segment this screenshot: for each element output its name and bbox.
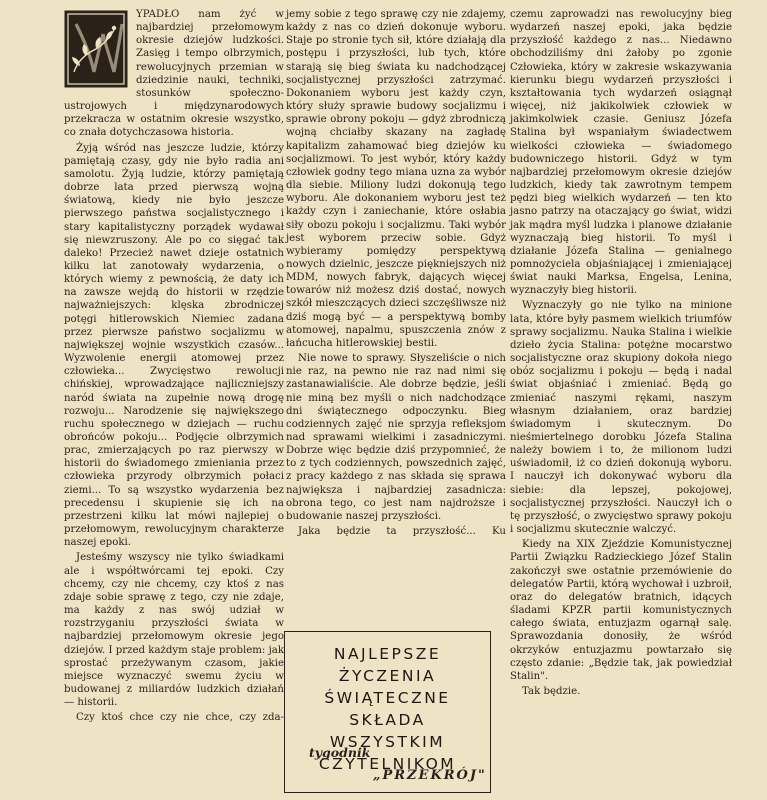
greeting-line: CZYTELNIKOM [318,755,457,773]
greeting-line: ŚWIĄTECZNE SKŁADA [324,689,451,729]
magazine-name: „PRZEKRÓJ" [373,768,487,783]
article-column-3 [510,8,732,698]
greeting-line: WSZYSTKIM [329,733,446,751]
article-closing-line: Tak będzie. [522,685,581,697]
article-paragraph: czemu zaprowadzi nas rewolucyjny bieg wydarzeń naszej epoki, jaka będzie przyszłość każdego z nas... Niedawno obchodziliśmy dni żałoby po zgonie Człowieka, który w zakresie wskazywania kierunku biegu wydarzeń przyszłości i kształtowania tych wydarzeń osiągnął więcej, niż jakikolwiek człowiek w jakimkolwiek czasie. Geniusz Józefa Stalina był wspaniałym świadectwem wielkości człowieka — świadomego budowniczego historii. Gdyż w tym najbardziej przełomowym okresie dziejów ludzkich, kiedy tak zawrotnym tempem pędzi bieg wielkich wydarzeń — ten kto jasno patrzy na otaczający go świat, widzi jak mądra myśl ludzka i planowe działanie wyznaczają bieg historii. To myśl i działanie Józefa Stalina — genialnego pomnożyciela objaśniającej i zmieniającej świat nauki Marksa, Engelsa, Lenina, wyznaczyły bieg historii. [510,9,732,297]
ornamental-initial-w-icon [64,10,128,88]
article-paragraph: Jesteśmy wszyscy nie tylko świadkami ale i współtwórcami tej epoki. Czy chcemy, czy nie chcemy, czy ktoś z nas zdaje sobie sprawę z tego, czy nie zdaje, ma każdy z nas swój udział w rozstrzyganiu przyszłości świata w najbardziej przełomowym okresie jego dziejów. I przed każdym staje problem: jak sprostać przeżywanym czasom, jakie miejsce wyznaczyć swemu życiu w budowanej z miliardów ludzkich działań — historii. [64,552,284,709]
publisher-label: tygodnik [309,745,371,760]
greeting-line: NAJLEPSZE ŻYCZENIA [333,645,442,685]
article-paragraph: jemy sobie z tego sprawę czy nie zdajemy, każdy z nas co dzień dokonuje wyboru. Staje po stronie tych sił, które działają dla postępu i przyszłości, lub tych, które starają się bieg świata ku nadchodzącej socjalistycznej przyszłości zatrzymać. Dokonaniem wyboru jest każdy czyn, który służy sprawie budowy socjalizmu i sprawie obrony pokoju — gdyż zbrodniczą wojną chciałby skazany na zagładę kapitalizm zahamować bieg dziejów ku socjalizmowi. To jest wybór, który każdy człowiek godny tego miana uzna za wybór dla siebie. Miliony ludzi dokonują tego wyboru. Ale dokonaniem wyboru jest też każdy czyn i zaniechanie, które osłabia siły obozu pokoju i socjalizmu. Taki wybór jest wyborem przeciw sobie. Gdyż wybieramy pomiędzy perspektywą nowych dzielnic, jeszcze piękniejszych niż MDM, nowych fabryk, dających więcej towarów niż możesz dziś dostać, nowych szkół mieszczących dzieci szczęśliwsze niż dziś mogą być — a perspektywą bomby atomowej, napalmu, spuszczenia znów z łańcucha hitlerowskiej bestii. [286,9,506,349]
article-paragraph: Kiedy na XIX Zjeździe Komunistycznej Partii Związku Radzieckiego Józef Stalin zakończył swe ostatnie przemówienie do delegatów Partii, którą wychował i uzbroił, oraz do delegatów bratnich, idących śladami KPZR partii komunistycznych całego świata, entuzjazm ogarnął salę. Sprawozdania donosiły, że wśród okrzyków entuzjazmu powtarzało się często zdanie: „Będzie tak, jak powiedział Stalin". [510,539,732,682]
article-paragraph: Żyją wśród nas jeszcze ludzie, którzy pamiętają czasy, gdy nie było radia ani samolotu. Żyją ludzie, którzy pamiętają dobrze lata przed pierwszą wojną światową, kiedy nie było jeszcze pierwszego państwa socjalistycznego i stary kapitalistyczny porządek wydawał się niewzruszony. Ale po co sięgać tak daleko! Przecież nawet dzieje ostatnich kilku lat zanotowały wydarzenia, o których wiemy z pewnością, że daty ich na zawsze wejdą do historii w rzędzie najważniejszych: klęska zbrodniczej potęgi hitlerowskich Niemiec zadana przez pierwsze państwo socjalizmu w największej wojnie wszystkich czasów... Wyzwolenie energii atomowej przez człowieka... Zwycięstwo rewolucji chińskiej, wprowadzające najliczniejszy naród świata na zupełnie nową drogę rozwoju... Narodzenie się największego ruchu społecznego w dziejach — ruchu obrońców pokoju... Podjęcie olbrzymich prac, zmierzających po raz pierwszy w historii do świadomego zmieniania przez człowieka przyrody olbrzymich połaci ziemi... To są wszystko wydarzenia bez precedensu i skupienie się ich na przestrzeni kilku lat mówi najlepiej o przełomowym, rewolucyjnym charakterze naszej epoki. [64,142,284,549]
article-column-2 [286,8,506,538]
article-paragraph: Wyznaczyły go nie tylko na minione lata, które były pasmem wielkich triumfów sprawy socjalizmu. Nauka Stalina i wielkie dzieło życia Stalina: potężne mocarstwo socjalistyczne oraz skupiony dokoła niego obóz socjalizmu i pokoju — będą i nadal świat objaśniać i zmieniać. Będą go zmieniać naszymi rękami, naszym własnym działaniem, oraz bardziej świadomym i skutecznym. Do nieśmiertelnego dorobku Józefa Stalina należy bowiem i to, że milionom ludzi uświadomił, iż co dzień dokonują wyboru. I nauczył ich dokonywać wyboru dla siebie: dla lepszej, pokojowej, socjalistycznej przyszłości. Nauczył ich o tę przyszłość, o zwycięstwo sprawy pokoju i socjalizmu skutecznie walczyć. [510,300,732,536]
greeting-box [284,631,491,793]
article-paragraph: Jaka będzie ta przyszłość... Ku [298,526,506,538]
article-paragraph: Czy ktoś chce czy nie chce, czy zda- [76,712,284,724]
article-paragraph: Nie nowe to sprawy. Słyszeliście o nich nie raz, na pewno nie raz nad nimi się zastanawialiście. Ale dobrze będzie, jeśli nie miną bez myśli o nich nadchodzące dni świątecznego odpoczynku. Bieg codziennych zajęć nie sprzyja refleksjom nad sprawami wielkimi i zasadniczymi. Dobrze więc będzie dziś przypomnieć, że to z tych codziennych, powszednich zajęć, z pracy każdego z nas składa się sprawa największa i najbardziej zasadnicza: obrona tego, co jest nam najdroższe i budowanie naszej przyszłości. [286,353,506,522]
article-column-1 [64,8,284,724]
article-paragraph: YPADŁO nam żyć w najbardziej przełomowym okresie dziejów ludzkości. Zasięg i tempo olbrzymich, rewolucyjnych przemian w dziedzinie nauki, techniki, stosunków społeczno-ustrojowych i międzynarodowych przekracza w ostatnim okresie wszystko, co znała dotychczasowa historia. [64,9,284,139]
